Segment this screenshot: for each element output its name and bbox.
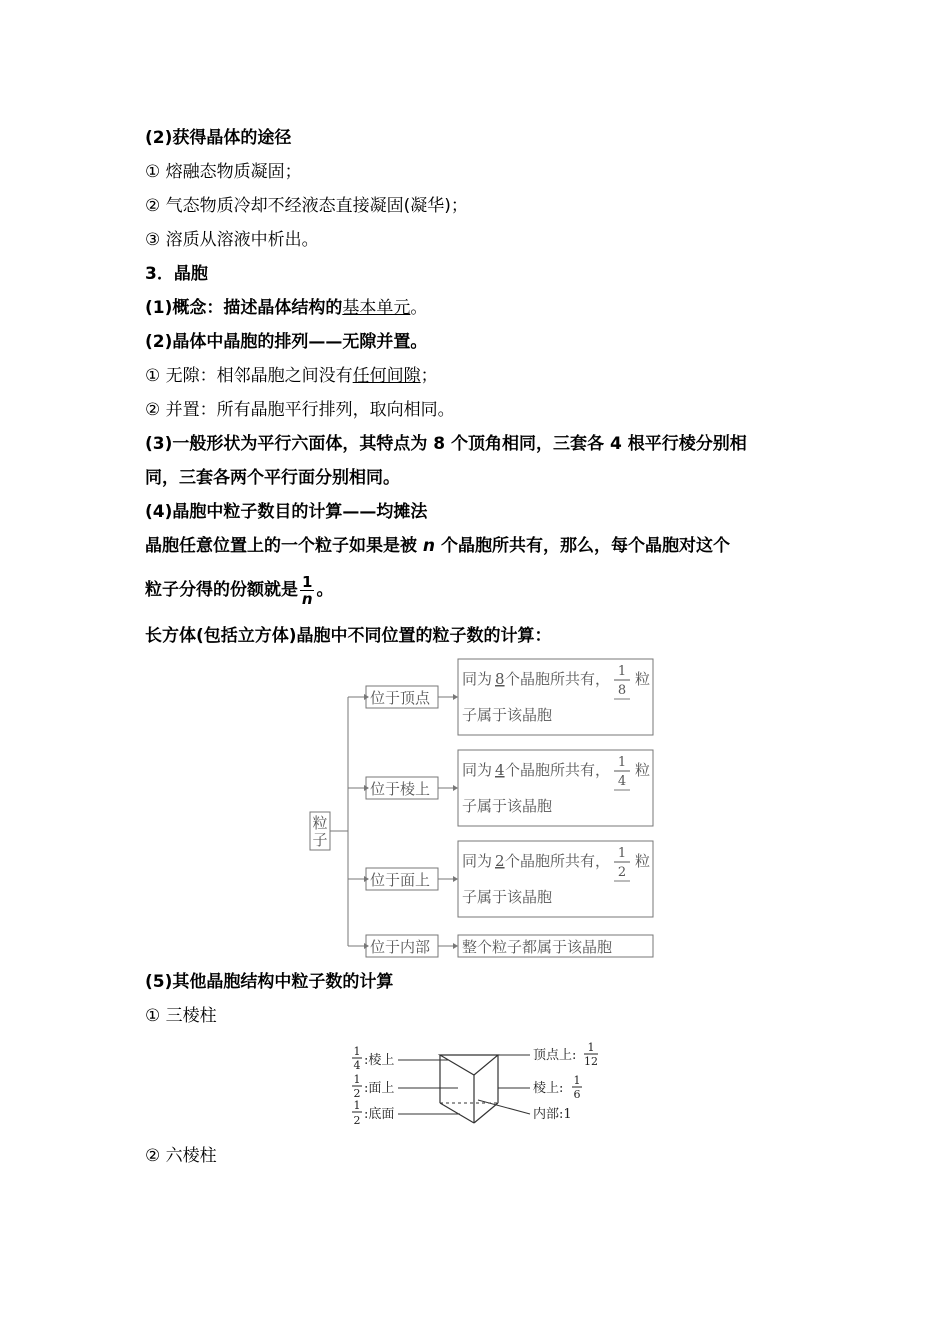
- paragraph: (4)晶胞中粒子数目的计算——均摊法: [145, 502, 428, 522]
- fraction-denominator: 12: [584, 1055, 598, 1068]
- position-label: 位于棱上: [370, 780, 431, 798]
- share-text: 同为: [462, 670, 493, 688]
- share-text: 个晶胞所共有，: [505, 852, 611, 870]
- fraction-numerator: 1: [617, 755, 627, 770]
- share-text: 同为: [462, 852, 493, 870]
- fraction-numerator: 1: [353, 1073, 361, 1086]
- list-item: ② 六棱柱: [145, 1146, 217, 1166]
- prism-label: 内部:1: [533, 1107, 572, 1122]
- text-run: ；: [420, 366, 438, 386]
- fraction: [300, 574, 314, 607]
- share-text: 个晶胞所共有，: [505, 670, 611, 688]
- paragraph: [145, 570, 333, 610]
- paragraph: [145, 534, 730, 558]
- label-box: [366, 777, 438, 799]
- root-char-1: 粒: [312, 814, 328, 832]
- root-box: [310, 812, 330, 850]
- position-label: 位于内部: [370, 938, 431, 956]
- list-item: ① 熔融态物质凝固；: [145, 162, 302, 182]
- underlined-answer: 基本单元: [342, 298, 411, 318]
- paragraph: [145, 296, 427, 320]
- text-run: 。: [410, 298, 428, 318]
- fraction-denominator: 8: [617, 683, 627, 698]
- fraction-numerator: 1: [353, 1099, 361, 1112]
- list-item: ② 气态物质冷却不经液态直接凝固(凝华)；: [145, 196, 468, 216]
- fraction-denominator: n: [301, 589, 313, 608]
- paragraph: (3)一般形状为平行六面体，其特点为 8 个顶角相同，三套各 4 根平行棱分别相: [145, 434, 747, 454]
- triangular-prism-diagram: [352, 1041, 598, 1127]
- prism-label: 顶点上:: [533, 1048, 577, 1063]
- position-label: 位于面上: [370, 871, 431, 889]
- share-text: 粒: [635, 670, 651, 688]
- text-run: ① 无隙：相邻晶胞之间没有: [145, 366, 353, 386]
- fraction-denominator: 4: [353, 1059, 361, 1072]
- share-text: 个晶胞所共有，: [505, 761, 611, 779]
- fraction-numerator: 1: [617, 664, 627, 679]
- content-box: [458, 750, 653, 826]
- share-text: 子属于该晶胞: [462, 706, 553, 724]
- text-run: 晶胞任意位置上的一个粒子如果是被: [145, 536, 423, 556]
- section-title-unit-cell: 3．晶胞: [145, 264, 208, 284]
- label-box: [366, 868, 438, 890]
- heading-crystal-ways: (2)获得晶体的途径: [145, 128, 292, 148]
- content-box: [458, 935, 653, 957]
- list-item: ① 三棱柱: [145, 1006, 217, 1026]
- paragraph: 长方体(包括立方体)晶胞中不同位置的粒子数的计算：: [145, 626, 552, 646]
- content-box: [458, 659, 653, 735]
- fraction-numerator: 1: [617, 846, 627, 861]
- root-char-2: 子: [312, 831, 328, 849]
- underlined-answer: 任何间隙: [352, 366, 421, 386]
- paragraph: (2)晶体中晶胞的排列——无隙并置。: [145, 332, 428, 352]
- position-label: 位于顶点: [370, 689, 431, 707]
- paragraph: (5)其他晶胞结构中粒子数的计算: [145, 972, 394, 992]
- fraction-denominator: 2: [353, 1114, 361, 1127]
- share-text: 子属于该晶胞: [462, 888, 553, 906]
- text-run: 个晶胞所共有，那么，每个晶胞对这个: [435, 536, 730, 556]
- list-item: ③ 溶质从溶液中析出。: [145, 230, 319, 250]
- text-run: 粒子分得的份额就是: [145, 580, 298, 600]
- share-count: 4: [495, 761, 505, 779]
- fraction-numerator: 1: [353, 1045, 361, 1058]
- prism-label: 棱上:: [533, 1081, 564, 1096]
- content-box: [458, 841, 653, 917]
- label-box: [366, 935, 438, 957]
- fraction-denominator: 6: [573, 1088, 581, 1101]
- fraction-numerator: 1: [302, 572, 313, 591]
- prism-label: :棱上: [364, 1053, 395, 1068]
- share-text: 粒: [635, 852, 651, 870]
- share-text: 子属于该晶胞: [462, 797, 553, 815]
- text-run: 。: [316, 580, 334, 600]
- label-box: [366, 686, 438, 708]
- list-item: ② 并置：所有晶胞平行排列，取向相同。: [145, 400, 455, 420]
- fraction-numerator: 1: [587, 1041, 595, 1054]
- fraction-denominator: 2: [353, 1087, 361, 1100]
- prism-label: :面上: [364, 1081, 395, 1096]
- fraction-numerator: 1: [573, 1074, 581, 1087]
- share-count: 8: [495, 670, 505, 688]
- variable-n: n: [422, 536, 436, 556]
- share-text: 同为: [462, 761, 493, 779]
- paragraph: 同，三套各两个平行面分别相同。: [145, 468, 400, 488]
- text-run: (1)概念：描述晶体结构的: [145, 298, 343, 318]
- share-text: 粒: [635, 761, 651, 779]
- prism-label: :底面: [364, 1107, 395, 1122]
- share-count: 2: [495, 852, 505, 870]
- share-text: 整个粒子都属于该晶胞: [462, 938, 613, 956]
- fraction-denominator: 2: [617, 865, 627, 880]
- list-item: [145, 364, 438, 388]
- fraction-denominator: 4: [617, 774, 627, 789]
